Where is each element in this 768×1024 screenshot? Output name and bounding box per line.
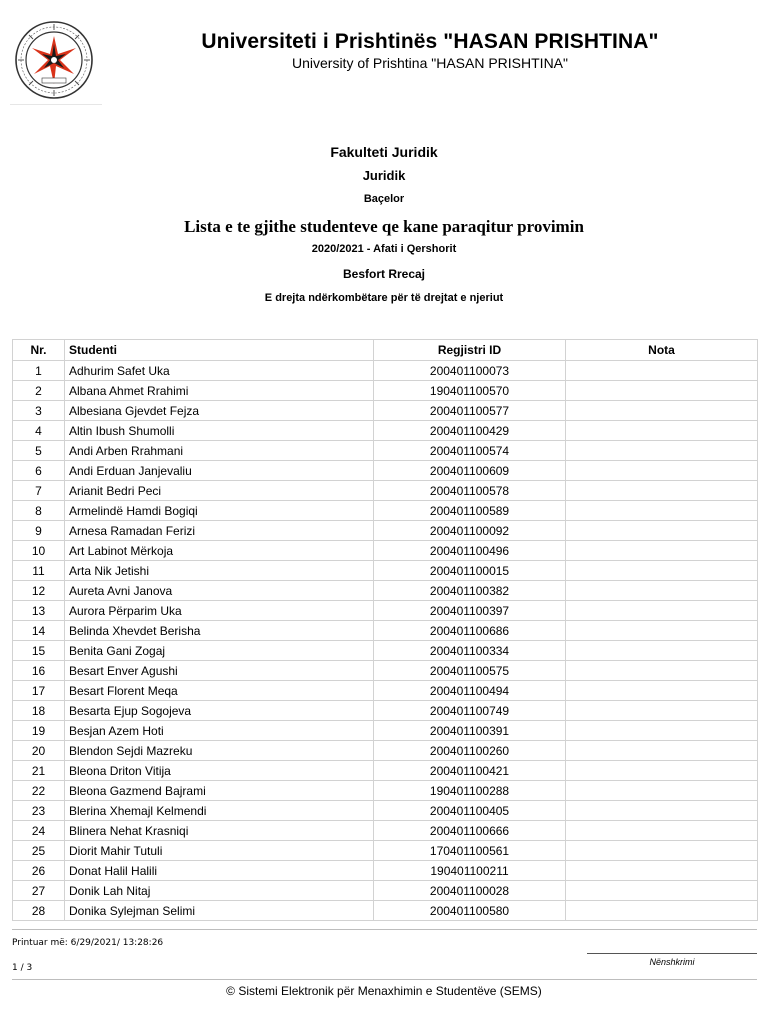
study-level: Baçelor (363, 193, 405, 205)
grade-cell (566, 681, 758, 701)
grade-cell (566, 561, 758, 581)
registry-id: 200401100028 (374, 881, 566, 901)
registry-id: 200401100578 (374, 481, 566, 501)
grade-cell (566, 501, 758, 521)
grade-cell (566, 461, 758, 481)
table-row (13, 841, 758, 861)
grade-cell (566, 801, 758, 821)
table-row (13, 761, 758, 781)
grade-cell (566, 641, 758, 661)
table-row (13, 601, 758, 621)
row-number: 8 (13, 501, 65, 521)
student-name: Blinera Nehat Krasniqi (65, 821, 374, 841)
grade-cell (566, 701, 758, 721)
grade-cell (566, 421, 758, 441)
row-number: 7 (13, 481, 65, 501)
table-row (13, 621, 758, 641)
table-row (13, 681, 758, 701)
registry-id: 190401100570 (374, 381, 566, 401)
row-number: 3 (13, 401, 65, 421)
student-name: Andi Erduan Janjevaliu (65, 461, 374, 481)
table-row (13, 441, 758, 461)
student-name: Belinda Xhevdet Berisha (65, 621, 374, 641)
registry-id: 190401100288 (374, 781, 566, 801)
table-row (13, 361, 758, 381)
registry-id: 200401100575 (374, 661, 566, 681)
registry-id: 200401100382 (374, 581, 566, 601)
registry-id: 200401100421 (374, 761, 566, 781)
table-row (13, 481, 758, 501)
grade-cell (566, 781, 758, 801)
row-number: 25 (13, 841, 65, 861)
system-name: © Sistemi Elektronik për Menaxhimin e Studentëve (SEMS) (226, 984, 542, 998)
table-row (13, 721, 758, 741)
students-table-wrapper (12, 339, 757, 921)
row-number: 27 (13, 881, 65, 901)
registry-id: 200401100015 (374, 561, 566, 581)
university-seal-icon (12, 18, 102, 104)
row-number: 14 (13, 621, 65, 641)
registry-id: 200401100405 (374, 801, 566, 821)
table-row (13, 661, 758, 681)
grade-cell (566, 541, 758, 561)
grade-cell (566, 361, 758, 381)
table-row (13, 461, 758, 481)
grade-cell (566, 861, 758, 881)
column-header-registry-id: Regjistri ID (374, 340, 566, 361)
row-number: 13 (13, 601, 65, 621)
program-name: Juridik (362, 168, 406, 183)
row-number: 12 (13, 581, 65, 601)
registry-id: 200401100686 (374, 621, 566, 641)
row-number: 2 (13, 381, 65, 401)
document-title: Lista e te gjithe studenteve qe kane paraqitur provimin (184, 217, 584, 236)
table-row (13, 881, 758, 901)
student-name: Besart Enver Agushi (65, 661, 374, 681)
row-number: 21 (13, 761, 65, 781)
registry-id: 200401100260 (374, 741, 566, 761)
column-header-student: Studenti (65, 340, 374, 361)
student-name: Aureta Avni Janova (65, 581, 374, 601)
registry-id: 200401100666 (374, 821, 566, 841)
grade-cell (566, 621, 758, 641)
grade-cell (566, 841, 758, 861)
table-row (13, 421, 758, 441)
table-row (13, 581, 758, 601)
registry-id: 200401100577 (374, 401, 566, 421)
page-number: 1 / 3 (12, 963, 33, 973)
student-name: Albana Ahmet Rrahimi (65, 381, 374, 401)
column-header-grade: Nota (566, 340, 758, 361)
student-name: Besjan Azem Hoti (65, 721, 374, 741)
row-number: 24 (13, 821, 65, 841)
column-header-nr: Nr. (13, 340, 65, 361)
row-number: 19 (13, 721, 65, 741)
registry-id: 200401100589 (374, 501, 566, 521)
table-row (13, 561, 758, 581)
signature-line (587, 953, 757, 954)
registry-id: 200401100397 (374, 601, 566, 621)
grade-cell (566, 381, 758, 401)
student-name: Diorit Mahir Tutuli (65, 841, 374, 861)
registry-id: 200401100073 (374, 361, 566, 381)
footer-divider (12, 929, 757, 930)
student-name: Andi Arben Rrahmani (65, 441, 374, 461)
professor-name: Besfort Rrecaj (342, 267, 426, 281)
row-number: 26 (13, 861, 65, 881)
students-table (12, 339, 758, 921)
row-number: 4 (13, 421, 65, 441)
course-name: E drejta ndërkombëtare për të drejtat e njeriut (264, 292, 504, 304)
row-number: 9 (13, 521, 65, 541)
student-name: Blerina Xhemajl Kelmendi (65, 801, 374, 821)
table-row (13, 541, 758, 561)
student-name: Albesiana Gjevdet Fejza (65, 401, 374, 421)
footer-bottom-divider (12, 979, 757, 980)
student-name: Donat Halil Halili (65, 861, 374, 881)
table-row (13, 821, 758, 841)
registry-id: 200401100609 (374, 461, 566, 481)
grade-cell (566, 661, 758, 681)
row-number: 22 (13, 781, 65, 801)
grade-cell (566, 521, 758, 541)
row-number: 20 (13, 741, 65, 761)
faculty-name: Fakulteti Juridik (330, 144, 438, 160)
registry-id: 200401100429 (374, 421, 566, 441)
student-name: Altin Ibush Shumolli (65, 421, 374, 441)
university-title: Universiteti i Prishtinës "HASAN PRISHTINA" (201, 30, 659, 53)
grade-cell (566, 901, 758, 921)
student-name: Donika Sylejman Selimi (65, 901, 374, 921)
registry-id: 190401100211 (374, 861, 566, 881)
registry-id: 200401100391 (374, 721, 566, 741)
registry-id: 200401100334 (374, 641, 566, 661)
university-subtitle: University of Prishtina "HASAN PRISHTINA" (291, 55, 568, 71)
student-name: Donik Lah Nitaj (65, 881, 374, 901)
student-name: Arnesa Ramadan Ferizi (65, 521, 374, 541)
grade-cell (566, 741, 758, 761)
table-row (13, 901, 758, 921)
registry-id: 200401100494 (374, 681, 566, 701)
grade-cell (566, 441, 758, 461)
table-row (13, 501, 758, 521)
student-name: Bleona Gazmend Bajrami (65, 781, 374, 801)
student-name: Bleona Driton Vitija (65, 761, 374, 781)
student-name: Adhurim Safet Uka (65, 361, 374, 381)
logo-divider (10, 104, 102, 105)
row-number: 11 (13, 561, 65, 581)
student-name: Besarta Ejup Sogojeva (65, 701, 374, 721)
row-number: 23 (13, 801, 65, 821)
table-row (13, 641, 758, 661)
grade-cell (566, 761, 758, 781)
table-row (13, 521, 758, 541)
registry-id: 200401100580 (374, 901, 566, 921)
student-name: Arta Nik Jetishi (65, 561, 374, 581)
grade-cell (566, 821, 758, 841)
row-number: 10 (13, 541, 65, 561)
student-name: Aurora Përparim Uka (65, 601, 374, 621)
student-name: Arianit Bedri Peci (65, 481, 374, 501)
table-row (13, 701, 758, 721)
row-number: 28 (13, 901, 65, 921)
table-row (13, 861, 758, 881)
table-row (13, 401, 758, 421)
registry-id: 200401100574 (374, 441, 566, 461)
grade-cell (566, 581, 758, 601)
grade-cell (566, 721, 758, 741)
registry-id: 200401100749 (374, 701, 566, 721)
student-name: Besart Florent Meqa (65, 681, 374, 701)
table-row (13, 381, 758, 401)
registry-id: 200401100496 (374, 541, 566, 561)
grade-cell (566, 881, 758, 901)
row-number: 6 (13, 461, 65, 481)
grade-cell (566, 401, 758, 421)
student-name: Benita Gani Zogaj (65, 641, 374, 661)
row-number: 5 (13, 441, 65, 461)
grade-cell (566, 601, 758, 621)
exam-period: 2020/2021 - Afati i Qershorit (311, 243, 457, 255)
table-header-row (13, 340, 758, 361)
row-number: 15 (13, 641, 65, 661)
student-name: Armelindë Hamdi Bogiqi (65, 501, 374, 521)
student-name: Art Labinot Mërkoja (65, 541, 374, 561)
table-row (13, 801, 758, 821)
registry-id: 200401100092 (374, 521, 566, 541)
printed-timestamp: Printuar më: 6/29/2021/ 13:28:26 (12, 938, 164, 948)
signature-label: Nënshkrimi (649, 957, 695, 967)
row-number: 17 (13, 681, 65, 701)
row-number: 18 (13, 701, 65, 721)
table-row (13, 781, 758, 801)
grade-cell (566, 481, 758, 501)
table-row (13, 741, 758, 761)
student-name: Blendon Sejdi Mazreku (65, 741, 374, 761)
registry-id: 170401100561 (374, 841, 566, 861)
row-number: 16 (13, 661, 65, 681)
row-number: 1 (13, 361, 65, 381)
